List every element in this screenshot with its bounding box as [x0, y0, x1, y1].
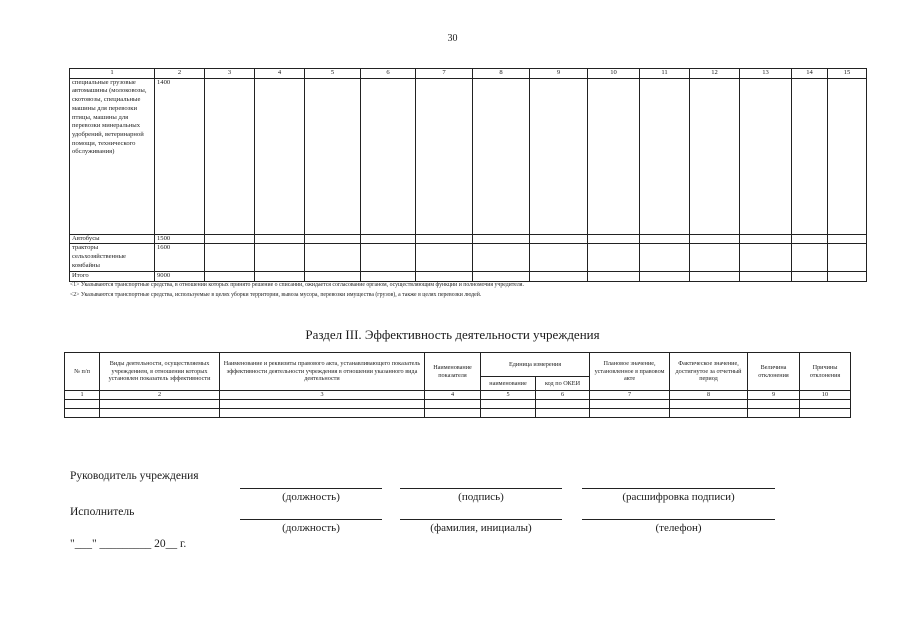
row-code: 9000	[155, 272, 205, 282]
column-number: 1	[65, 391, 100, 400]
transport-table	[69, 68, 867, 282]
header-reasons: Причины отклонения	[800, 353, 851, 391]
executor-label: Исполнитель	[70, 506, 135, 518]
header-planned: Плановое значение, установленное в правовом акте	[590, 353, 670, 391]
header-unit-name: наименование	[481, 377, 536, 391]
header-indicator: Наименование показателя	[425, 353, 481, 391]
head-label: Руководитель учреждения	[70, 470, 199, 482]
position-caption: (должность)	[282, 491, 340, 503]
column-number: 9	[530, 69, 588, 79]
column-number: 7	[590, 391, 670, 400]
header-unit-code: код по ОКЕИ	[536, 377, 590, 391]
position-line-2	[240, 519, 382, 520]
signature-caption: (подпись)	[458, 491, 504, 503]
page-number: 30	[447, 33, 458, 44]
column-number: 10	[588, 69, 640, 79]
phone-caption: (телефон)	[655, 522, 702, 534]
column-number: 10	[800, 391, 851, 400]
column-number: 7	[416, 69, 473, 79]
column-number: 5	[305, 69, 361, 79]
header-actual: Фактическое значение, достигнутое за отчетный период	[670, 353, 748, 391]
column-number: 2	[100, 391, 220, 400]
header-activities: Виды деятельности, осуществляемых учреждением, в отношении которых установлен показатель эффективности	[100, 353, 220, 391]
column-number: 4	[425, 391, 481, 400]
header-num: № п/п	[65, 353, 100, 391]
column-number: 3	[205, 69, 255, 79]
column-number: 8	[473, 69, 530, 79]
decode-line	[582, 488, 775, 489]
table-row	[70, 234, 867, 244]
table-row	[70, 78, 867, 234]
row-name: Итого	[70, 272, 155, 282]
footnote-1: <1> Указываются транспортные средства, в отношении которых принято решение о списании, ожидается согласование органом, осуществляющим функции и полномочия учредителя.	[70, 282, 524, 288]
row-code: 1600	[155, 244, 205, 272]
header-legal-act: Наименование и реквизиты правового акта, устанавливающего показатель эффективности деятельности учреждения в отношении указанного вида деятельности	[220, 353, 425, 391]
table-row	[65, 400, 851, 409]
table-row-total	[70, 272, 867, 282]
position-line	[240, 488, 382, 489]
column-number: 4	[255, 69, 305, 79]
column-number: 14	[792, 69, 828, 79]
column-number: 9	[748, 391, 800, 400]
column-number: 15	[828, 69, 867, 79]
footnote-2: <2> Указываются транспортные средства, используемые в целях уборки территории, вывоза мусора, перевозки имущества (грузов), а также в целях перевозки людей.	[70, 292, 482, 298]
column-number: 1	[70, 69, 155, 79]
column-number: 12	[690, 69, 740, 79]
column-number: 8	[670, 391, 748, 400]
signature-line	[400, 488, 562, 489]
column-number: 6	[361, 69, 416, 79]
position-caption-2: (должность)	[282, 522, 340, 534]
header-deviation: Величина отклонения	[748, 353, 800, 391]
column-number: 3	[220, 391, 425, 400]
section-title: Раздел III. Эффективность деятельности учреждения	[305, 327, 600, 342]
row-code: 1400	[155, 78, 205, 234]
name-line	[400, 519, 562, 520]
column-number: 13	[740, 69, 792, 79]
header-unit: Единица измерения	[481, 353, 590, 377]
row-name: специальные грузовые автомашины (молоковозы, скотовозы, специальные машины для перевозки птицы, машины для перевозки минеральных удобрений, ветеринарной помощи, технического обслуживания)	[70, 78, 155, 234]
efficiency-table	[64, 352, 851, 418]
phone-line	[582, 519, 775, 520]
date-line: "___" _________ 20__ г.	[70, 538, 187, 550]
column-number: 2	[155, 69, 205, 79]
column-number: 6	[536, 391, 590, 400]
column-number-row	[70, 69, 867, 79]
row-name: тракторы сельхозяйственные комбайны	[70, 244, 155, 272]
table-row	[70, 244, 867, 272]
column-number: 5	[481, 391, 536, 400]
decode-caption: (расшифровка подписи)	[622, 491, 735, 503]
name-caption: (фамилия, инициалы)	[430, 522, 532, 534]
column-number: 11	[640, 69, 690, 79]
row-name: Автобусы	[70, 234, 155, 244]
table-row	[65, 409, 851, 418]
column-number-row	[65, 391, 851, 400]
row-code: 1500	[155, 234, 205, 244]
